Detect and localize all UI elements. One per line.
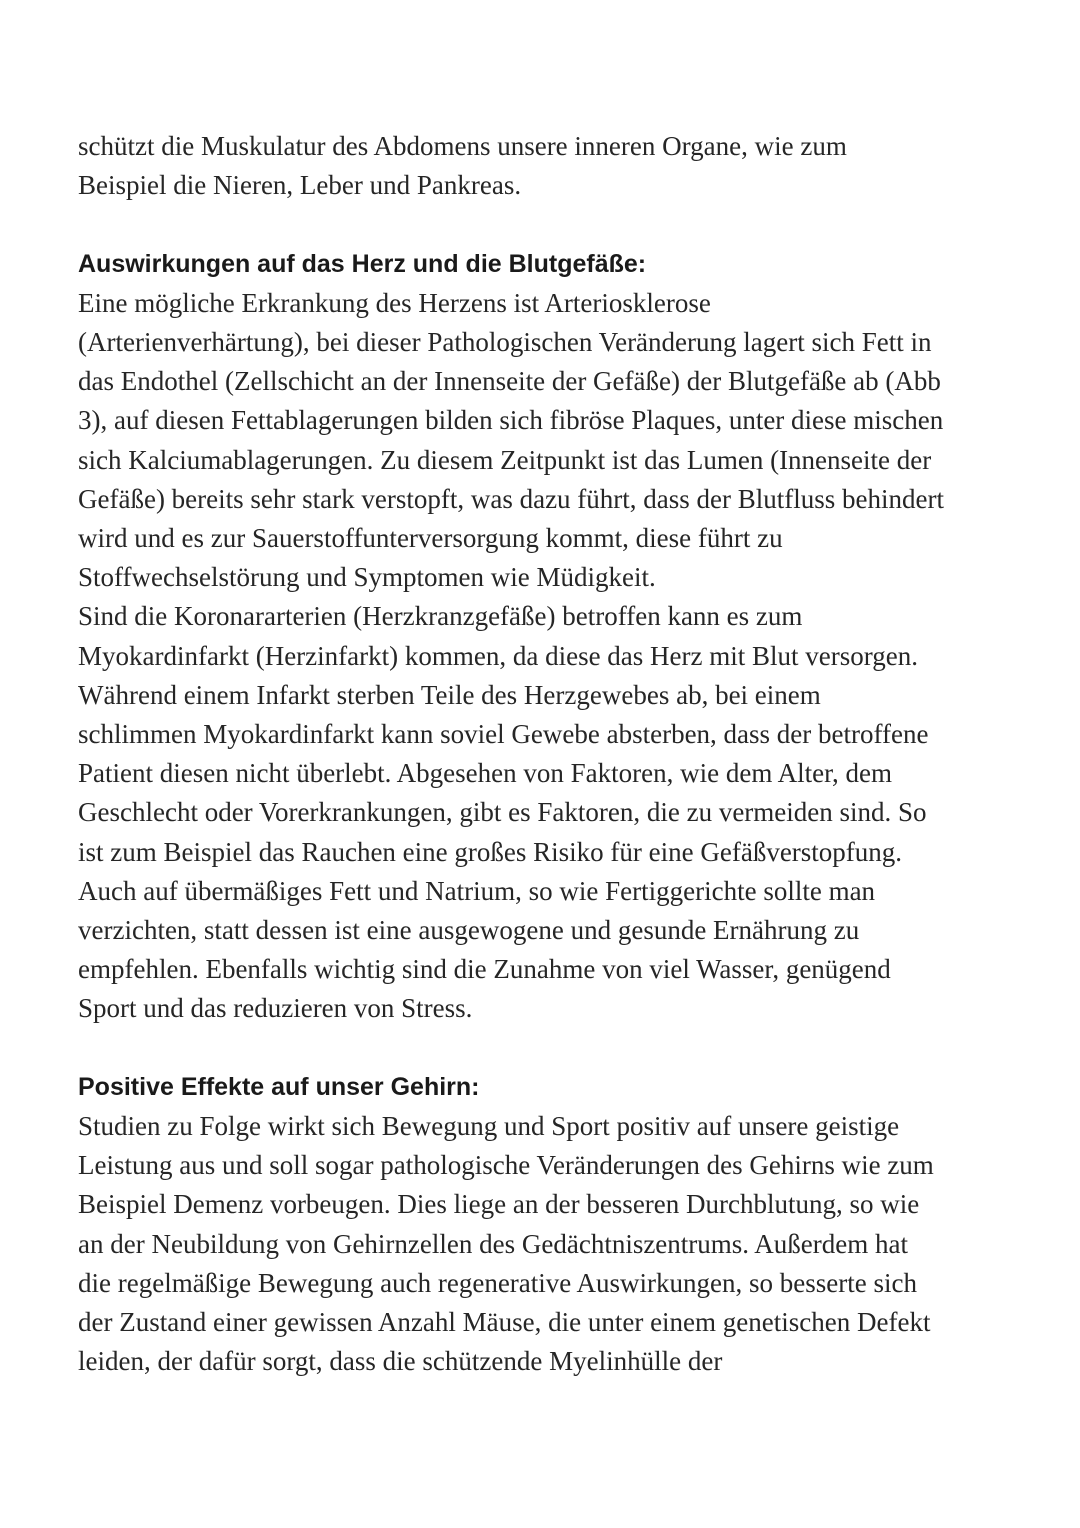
document-page — [78, 127, 1008, 1381]
paragraph-gap — [78, 1029, 1008, 1068]
brain-section-heading: Positive Effekte auf unser Gehirn: — [78, 1072, 480, 1101]
brain-paragraph: Studien zu Folge wirkt sich Bewegung und Sport positiv auf unsere geistige Leistung aus und soll sogar pathologische Veränderungen des Gehirns wie zum Beispiel Demenz vorbeugen. Dies liege an der besseren Durchblutung, so wie an der Neubildung von Gehirnzellen des Gedächtniszentrums. Außerdem hat die regelmäßige Bewegung auch regenerative Auswirkungen, so besserte sich der Zustand einer gewissen Anzahl Mäuse, die unter einem genetischen Defekt leiden, der dafür sorgt, dass die schützende Myelinhülle der — [78, 1111, 934, 1377]
intro-paragraph: schützt die Muskulatur des Abdomens unsere inneren Organe, wie zum Beispiel die Nieren, Leber und Pankreas. — [78, 131, 847, 201]
heart-section-heading: Auswirkungen auf das Herz und die Blutgefäße: — [78, 249, 647, 278]
heart-paragraph-myocardial-infarction: Sind die Koronararterien (Herzkranzgefäße) betroffen kann es zum Myokardinfarkt (Herzinfarkt) kommen, da diese das Herz mit Blut versorgen. Während einem Infarkt sterben Teile des Herzgewebes ab, bei einem schlimmen Myokardinfarkt kann soviel Gewebe absterben, dass der betroffene Patient diesen nicht überlebt. Abgesehen von Faktoren, wie dem Alter, dem Geschlecht oder Vorerkrankungen, gibt es Faktoren, die zu vermeiden sind. So ist zum Beispiel das Rauchen eine großes Risiko für eine Gefäßverstopfung. Auch auf übermäßiges Fett und Natrium, so wie Fertiggerichte sollte man verzichten, statt dessen ist eine ausgewogene und gesunde Ernährung zu empfehlen. Ebenfalls wichtig sind die Zunahme von viel Wasser, genügend Sport und das reduzieren von Stress. — [78, 601, 929, 1024]
heart-paragraph-arteriosclerosis: Eine mögliche Erkrankung des Herzens ist Arteriosklerose (Arterienverhärtung), bei dieser Pathologischen Veränderung lagert sich Fett in das Endothel (Zellschicht an der Innenseite der Gefäße) der Blutgefäße ab (Abb 3), auf diesen Fettablagerungen bilden sich fibröse Plaques, unter diese mischen sich Kalciumablagerungen. Zu diesem Zeitpunkt ist das Lumen (Innenseite der Gefäße) bereits sehr stark verstopft, was dazu führt, dass der Blutfluss behindert wird und es zur Sauerstoffunterversorgung kommt, diese führt zu Stoffwechselstörung und Symptomen wie Müdigkeit. — [78, 287, 944, 593]
paragraph-gap — [78, 205, 1008, 244]
